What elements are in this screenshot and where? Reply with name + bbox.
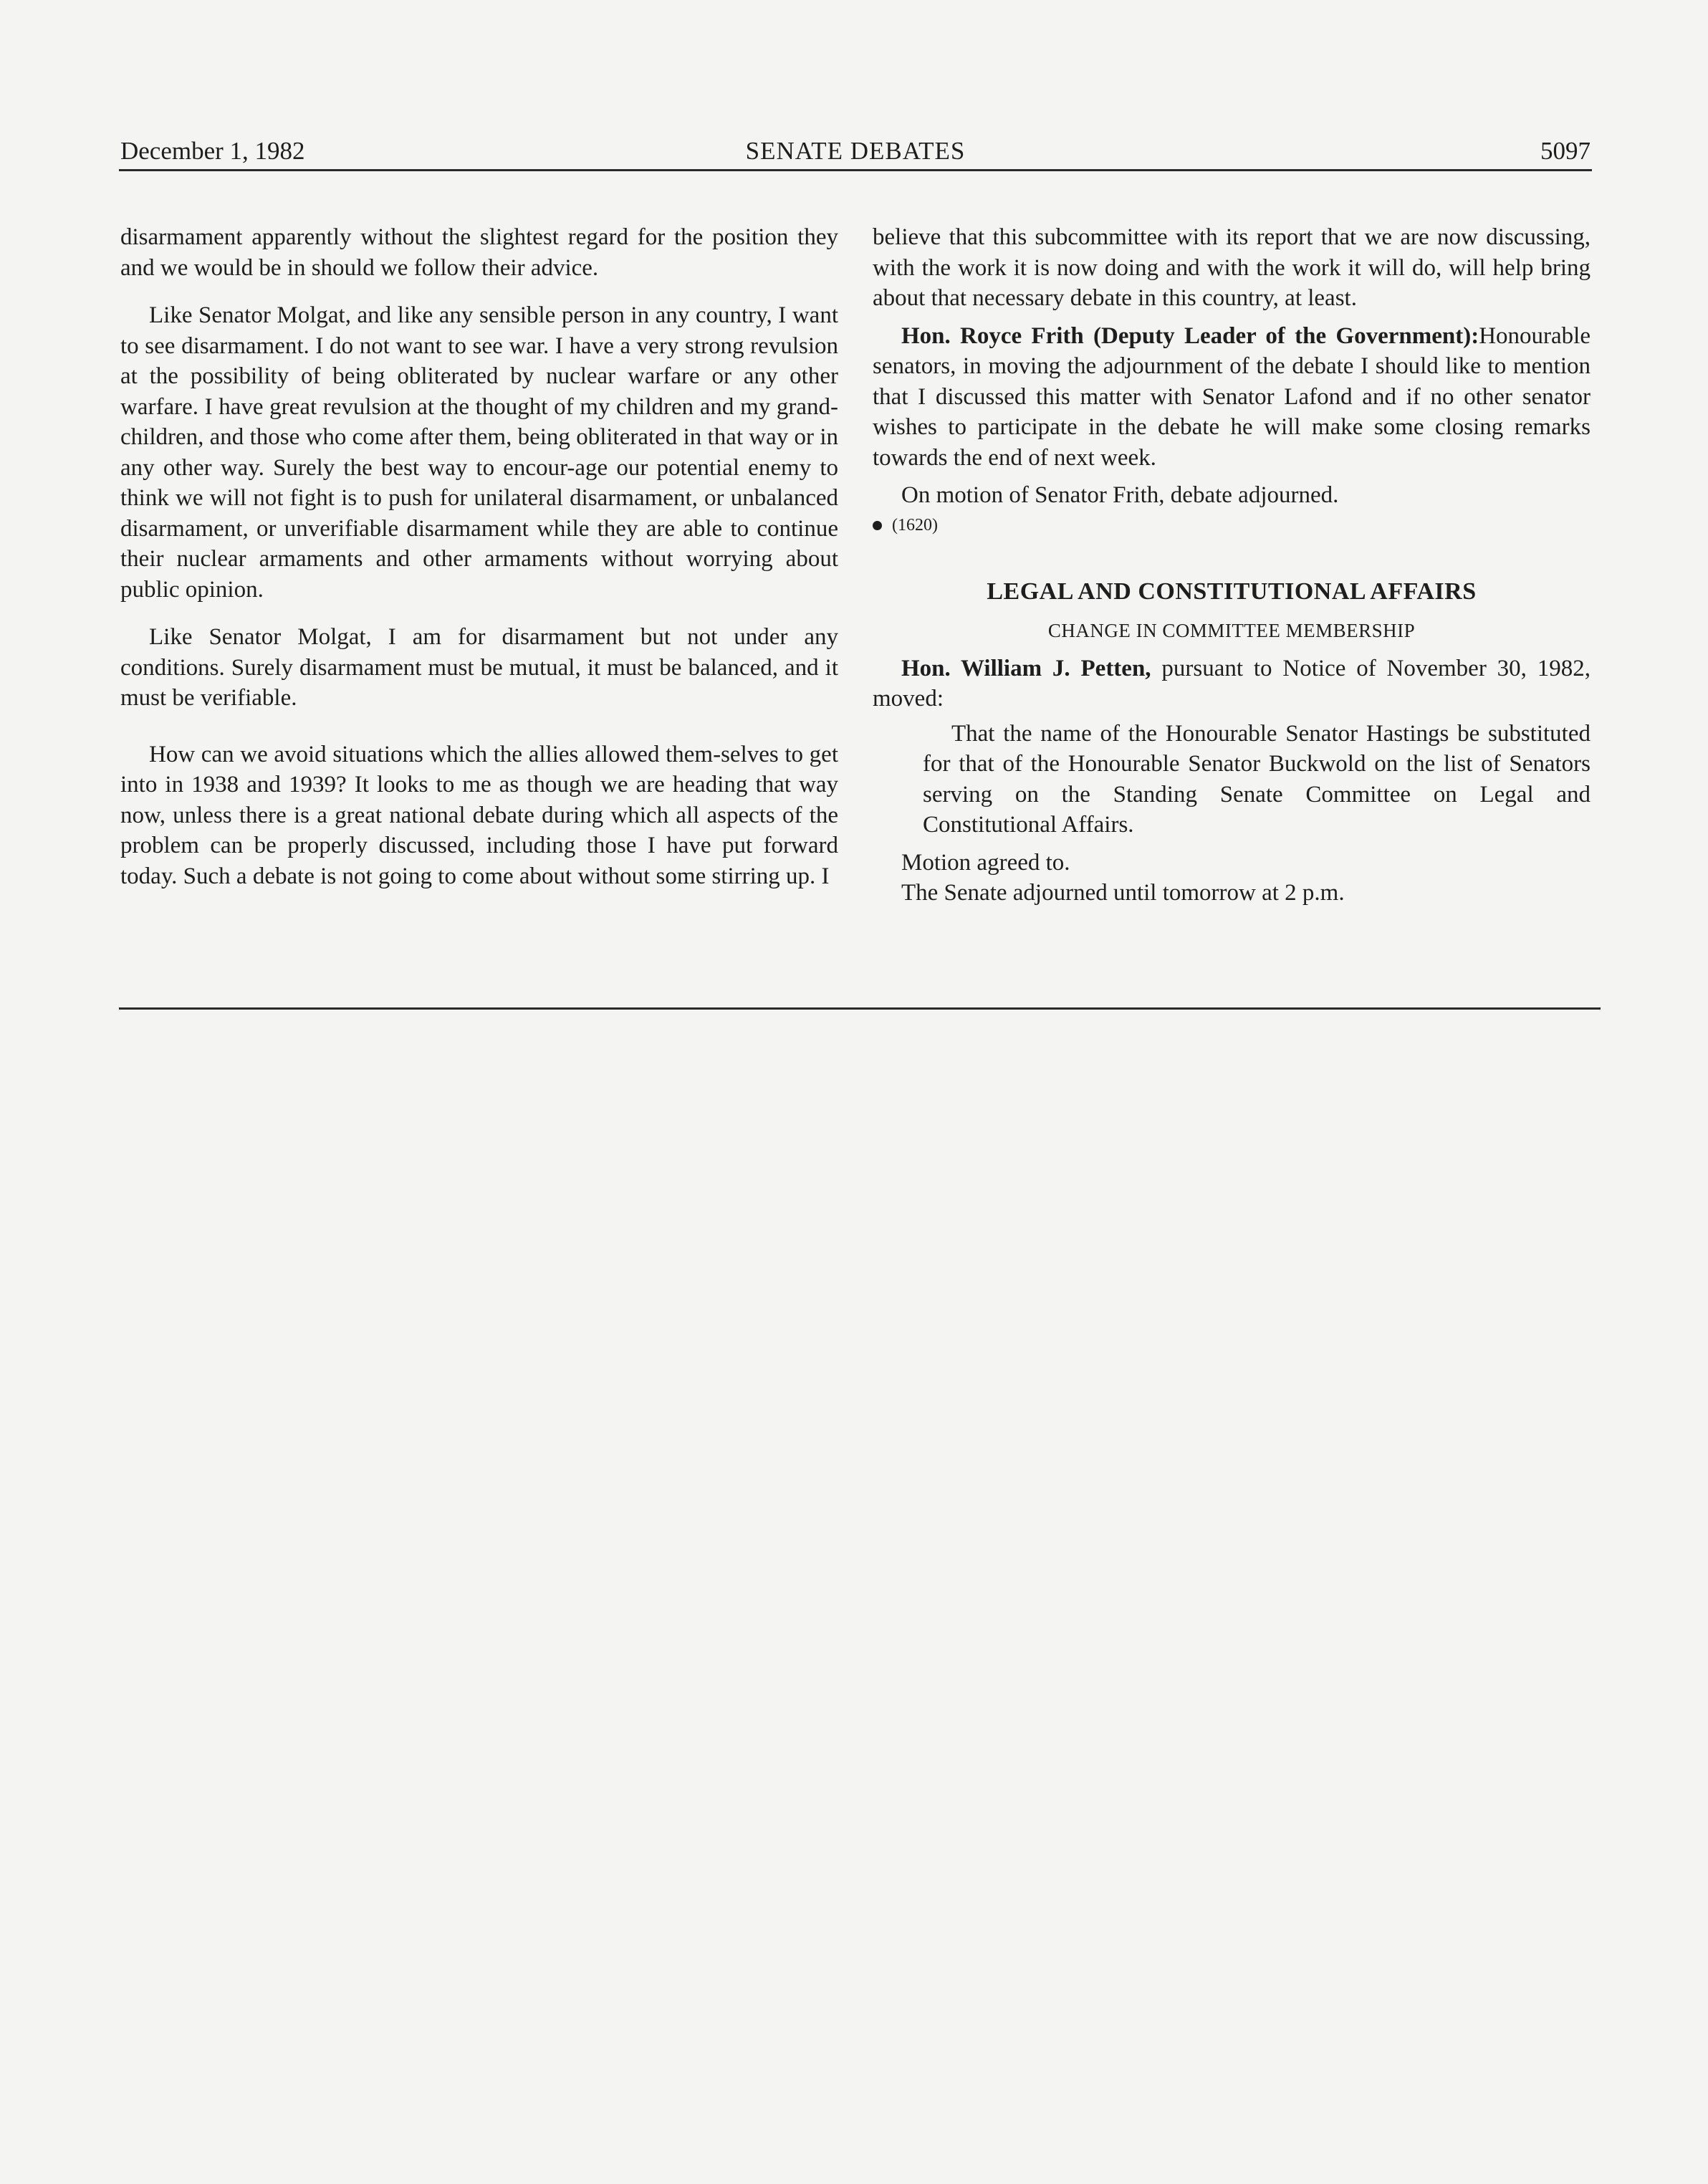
time-marker [873, 511, 1591, 540]
left-column [120, 222, 838, 891]
section-title: LEGAL AND CONSTITUTIONAL AFFAIRS [987, 578, 1477, 605]
petten-statement [873, 653, 1591, 714]
time-marker-text: (1620) [892, 515, 938, 535]
header-title: SENATE DEBATES [745, 137, 966, 165]
speaker-name: Hon. William J. Petten, [901, 655, 1151, 681]
bottom-rule [119, 1007, 1601, 1010]
header-rule [119, 169, 1592, 171]
paragraph: Like Senator Molgat, I am for disarmament but not under any conditions. Surely disarmament must be mutual, it must be balanced, and it must be verifiable. [120, 624, 838, 711]
adjournment-motion: On motion of Senator Frith, debate adjourned. [901, 482, 1339, 508]
paragraph: believe that this subcommittee with its report that we are now discussing, with the work it is now doing and with the work it will do, will help bring about that necessary debate in this country, at least. [873, 224, 1591, 311]
bullet-icon [873, 521, 882, 530]
motion-quote: That the name of the Honourable Senator Hastings be substituted for that of the Honourable Senator Buckwold on the list of Senators serving on the Standing Senate Committee on Legal and Constitutional Affairs. [923, 720, 1591, 838]
frith-statement [873, 321, 1591, 474]
subsection-title: CHANGE IN COMMITTEE MEMBERSHIP [1047, 620, 1416, 641]
statement-text: Honourable senators, in moving the adjournment of the debate I should like to mention that I discussed this matter with Senator Lafond and if no other senator wishes to participate in the debate he will make some closing remarks towards the end of next week. [873, 322, 1591, 471]
paragraph: How can we avoid situations which the allies allowed them-selves to get into in 1938 and 1939? It looks to me as though we are heading that way now, unless there is a great national debate during which all aspects of the problem can be properly discussed, including those I have put forward today. Such a debate is not going to come about without some stirring up. I [120, 741, 838, 889]
paragraph: disarmament apparently without the slightest regard for the position they and we would be in should we follow their advice. [120, 224, 838, 281]
senate-adjournment: The Senate adjourned until tomorrow at 2 p.m. [901, 880, 1345, 906]
speaker-name: Hon. Royce Frith (Deputy Leader of the Government): [901, 322, 1479, 349]
right-column [873, 222, 1591, 909]
header-date: December 1, 1982 [120, 137, 305, 165]
header-page-number: 5097 [1540, 137, 1591, 165]
page-header [120, 133, 1591, 169]
motion-agreed: Motion agreed to. [901, 849, 1070, 876]
paragraph: Like Senator Molgat, and like any sensible person in any country, I want to see disarmament. I do not want to see war. I have a very strong revulsion at the possibility of being obliterated by nuclear warfare or any other warfare. I have great revulsion at the thought of my children and my grand-children, and those who come after them, being obliterated in that way or in any other way. Surely the best way to encour-age our potential enemy to think we will not fight is to push for unilateral disarmament, or unbalanced disarmament, or unverifiable disarmament while they are able to continue their nuclear armaments and other armaments without worrying about public opinion. [120, 302, 838, 603]
statement-text: pursuant to Notice of November 30, 1982, moved: [873, 655, 1591, 712]
